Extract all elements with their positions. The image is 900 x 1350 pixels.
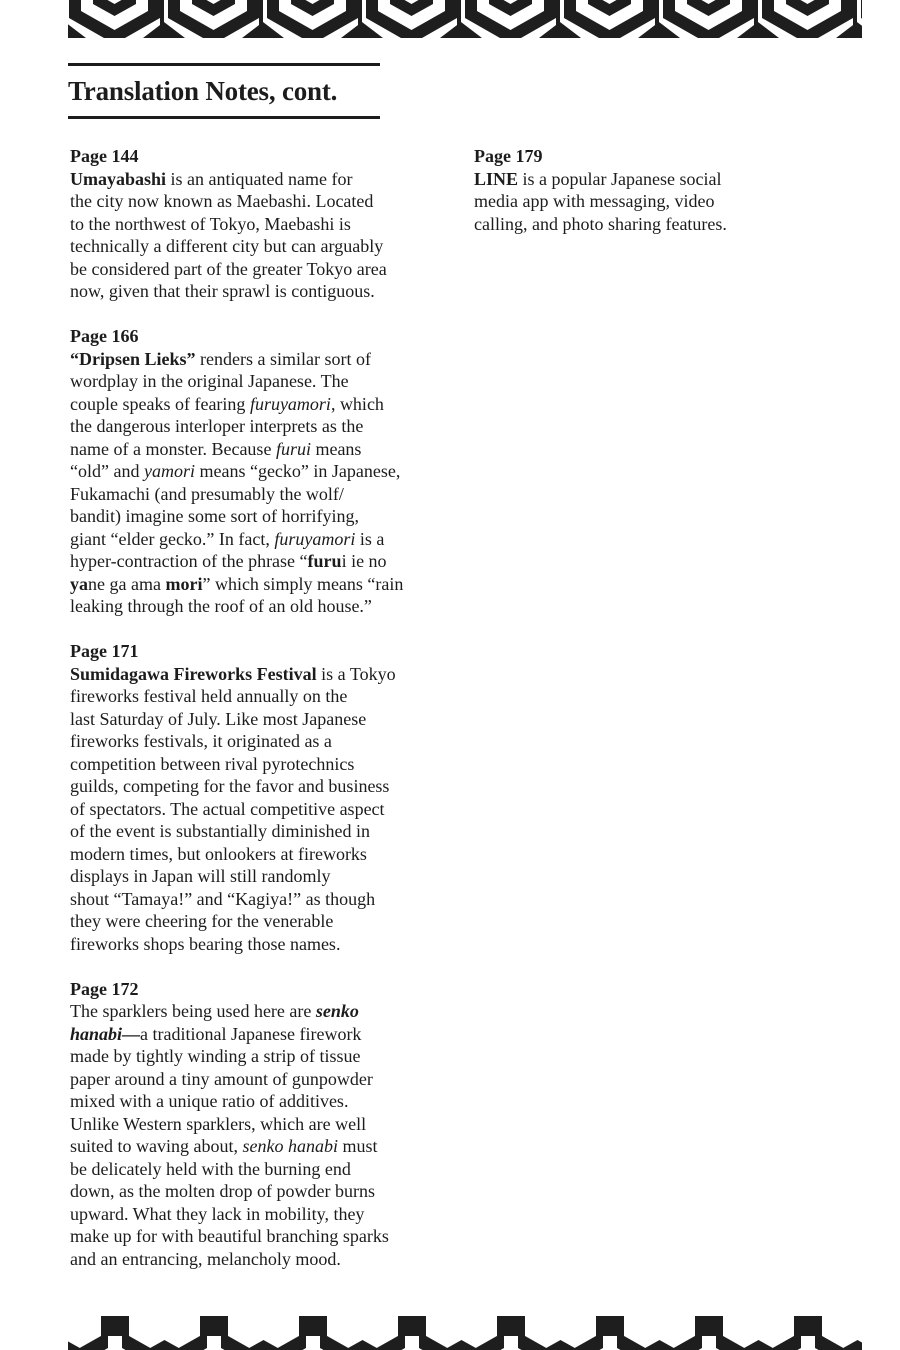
note-line: [70, 550, 445, 573]
bottom-decorative-band: [68, 1316, 862, 1350]
notes-column-left: [70, 145, 445, 1293]
emphasized-term: furuyamori: [249, 393, 331, 414]
note-line: [70, 865, 445, 888]
note-line: [70, 1045, 445, 1068]
note-line: [70, 528, 445, 551]
note-line: [70, 910, 445, 933]
emphasized-term: mori: [165, 573, 203, 594]
hexagon-pattern-icon: [68, 0, 862, 38]
emphasized-term: furui: [275, 438, 311, 459]
text-run: Unlike Western sparklers, which are well: [70, 1113, 367, 1134]
note-line: [70, 775, 445, 798]
text-run: is a: [355, 528, 385, 549]
note-line: [70, 820, 445, 843]
text-run: last Saturday of July. Like most Japanese: [70, 708, 367, 729]
note-line: [70, 1225, 445, 1248]
text-run: ” which simply means “rain: [202, 573, 404, 594]
note-line: [474, 190, 794, 213]
text-run: means: [310, 438, 362, 459]
translation-note: [70, 325, 445, 618]
hexagon-pattern-icon: [68, 1316, 862, 1350]
translation-note: [474, 145, 794, 235]
text-run: couple speaks of fearing: [70, 393, 250, 414]
text-run: fireworks festival held annually on the: [70, 686, 348, 706]
text-run: calling, and photo sharing features.: [474, 213, 727, 234]
notes-column-right: [474, 145, 794, 258]
emphasized-term: senko hanabi: [242, 1136, 338, 1156]
text-run: of the event is substantially diminished in: [70, 821, 370, 841]
emphasized-term: furuyamori: [274, 528, 356, 549]
note-line: [70, 370, 445, 393]
text-run: hyper-contraction of the phrase “: [70, 551, 308, 571]
note-line: [70, 505, 445, 528]
note-line: [70, 1023, 445, 1046]
band-fill: [68, 0, 862, 38]
text-run: name of a monster. Because: [70, 438, 276, 459]
text-run: down, as the molten drop of powder burns: [70, 1181, 375, 1201]
note-line: [70, 663, 445, 686]
note-line: [70, 1248, 445, 1271]
emphasized-term: yamori: [143, 461, 195, 481]
note-line: [70, 753, 445, 776]
text-run: shout “Tamaya!” and “Kagiya!” as though: [70, 888, 376, 909]
note-line: [70, 1135, 445, 1158]
emphasized-term: ya: [70, 573, 88, 594]
text-run: to the northwest of Tokyo, Maebashi is: [70, 213, 351, 234]
text-run: bandit) imagine some sort of horrifying,: [70, 506, 359, 526]
text-run: a traditional Japanese firework: [140, 1023, 362, 1044]
emphasized-term: Umayabashi: [70, 168, 167, 189]
text-run: media app with messaging, video: [474, 191, 715, 211]
text-run: fireworks festivals, it originated as a: [70, 731, 332, 751]
text-run: The sparklers being used here are: [70, 1001, 316, 1021]
text-run: displays in Japan will still randomly: [70, 866, 331, 886]
text-run: means “gecko” in Japanese,: [194, 461, 401, 481]
text-run: the city now known as Maebashi. Located: [70, 191, 374, 211]
text-run: renders a similar sort of: [195, 348, 371, 369]
text-run: of spectators. The actual competitive aspect: [70, 798, 385, 819]
title-rule-bottom: [68, 116, 380, 119]
text-run: competition between rival pyrotechnics: [70, 753, 355, 774]
text-run: they were cheering for the venerable: [70, 911, 334, 931]
emphasized-term: senko: [315, 1001, 359, 1021]
translation-note: [70, 978, 445, 1271]
text-run: and an entrancing, melancholy mood.: [70, 1248, 341, 1269]
text-run: technically a different city but can arguably: [70, 236, 384, 256]
note-line: [70, 685, 445, 708]
note-line: [70, 573, 445, 596]
note-line: [70, 1090, 445, 1113]
note-line: [70, 213, 445, 236]
note-body: [474, 168, 794, 236]
note-line: [70, 1158, 445, 1181]
note-line: [70, 438, 445, 461]
note-body: [70, 168, 445, 303]
note-line: [70, 168, 445, 191]
note-line: [70, 1180, 445, 1203]
section-header: [68, 63, 380, 119]
note-line: [70, 460, 445, 483]
text-run: is a popular Japanese social: [518, 168, 722, 189]
text-run: , which: [330, 393, 384, 414]
note-line: [70, 483, 445, 506]
note-line: [70, 348, 445, 371]
note-line: [474, 213, 794, 236]
note-line: [70, 843, 445, 866]
text-run: guilds, competing for the favor and business: [70, 776, 390, 796]
emphasized-term: “Dripsen Lieks”: [70, 348, 196, 369]
note-line: [70, 258, 445, 281]
text-run: mixed with a unique ratio of additives.: [70, 1091, 349, 1111]
band-fill: [68, 1316, 862, 1350]
emphasized-term: —: [122, 1023, 141, 1044]
text-run: wordplay in the original Japanese. The: [70, 371, 349, 391]
note-line: [70, 1203, 445, 1226]
note-line: [70, 595, 445, 618]
note-page-reference: Page 144: [70, 146, 139, 166]
note-line: [70, 235, 445, 258]
page-title: Translation Notes, cont.: [68, 76, 338, 106]
note-body: [70, 1000, 445, 1270]
note-line: [70, 708, 445, 731]
text-run: must: [337, 1136, 378, 1156]
emphasized-term: hanabi: [70, 1023, 123, 1044]
text-run: paper around a tiny amount of gunpowder: [70, 1068, 373, 1089]
text-run: upward. What they lack in mobility, they: [70, 1203, 365, 1224]
note-body: [70, 663, 445, 956]
translation-note: [70, 145, 445, 303]
note-page-reference: Page 166: [70, 326, 139, 346]
note-line: [70, 415, 445, 438]
note-line: [70, 798, 445, 821]
note-line: [70, 393, 445, 416]
text-run: Fukamachi (and presumably the wolf/: [70, 483, 344, 504]
text-run: make up for with beautiful branching sparks: [70, 1226, 389, 1246]
text-run: the dangerous interloper interprets as the: [70, 416, 364, 436]
note-line: [70, 933, 445, 956]
emphasized-term: Sumidagawa Fireworks Festival: [70, 663, 317, 684]
emphasized-term: LINE: [474, 168, 519, 189]
note-line: [70, 1113, 445, 1136]
note-line: [70, 730, 445, 753]
text-run: giant “elder gecko.” In fact,: [70, 528, 275, 549]
note-line: [70, 1068, 445, 1091]
text-run: leaking through the roof of an old house.”: [70, 596, 372, 616]
text-run: is a Tokyo: [316, 663, 396, 684]
note-body: [70, 348, 445, 618]
note-line: [70, 280, 445, 303]
text-run: “old” and: [70, 461, 144, 481]
note-line: [474, 168, 794, 191]
emphasized-term: furu: [307, 551, 342, 571]
text-run: made by tightly winding a strip of tissue: [70, 1046, 361, 1066]
note-page-reference: Page 172: [70, 978, 139, 999]
text-run: fireworks shops bearing those names.: [70, 933, 341, 954]
top-decorative-band: [68, 0, 862, 38]
text-run: be delicately held with the burning end: [70, 1158, 351, 1179]
note-page-reference: Page 171: [70, 641, 139, 661]
text-run: suited to waving about,: [70, 1136, 243, 1156]
note-line: [70, 1000, 445, 1023]
text-run: is an antiquated name for: [166, 168, 353, 189]
translation-note: [70, 640, 445, 955]
text-run: ne ga ama: [88, 573, 166, 594]
text-run: be considered part of the greater Tokyo area: [70, 258, 387, 279]
text-run: modern times, but onlookers at fireworks: [70, 843, 367, 864]
text-run: i ie no: [341, 551, 387, 571]
text-run: now, given that their sprawl is contiguous.: [70, 281, 375, 301]
note-line: [70, 888, 445, 911]
note-line: [70, 190, 445, 213]
note-page-reference: Page 179: [474, 146, 543, 166]
